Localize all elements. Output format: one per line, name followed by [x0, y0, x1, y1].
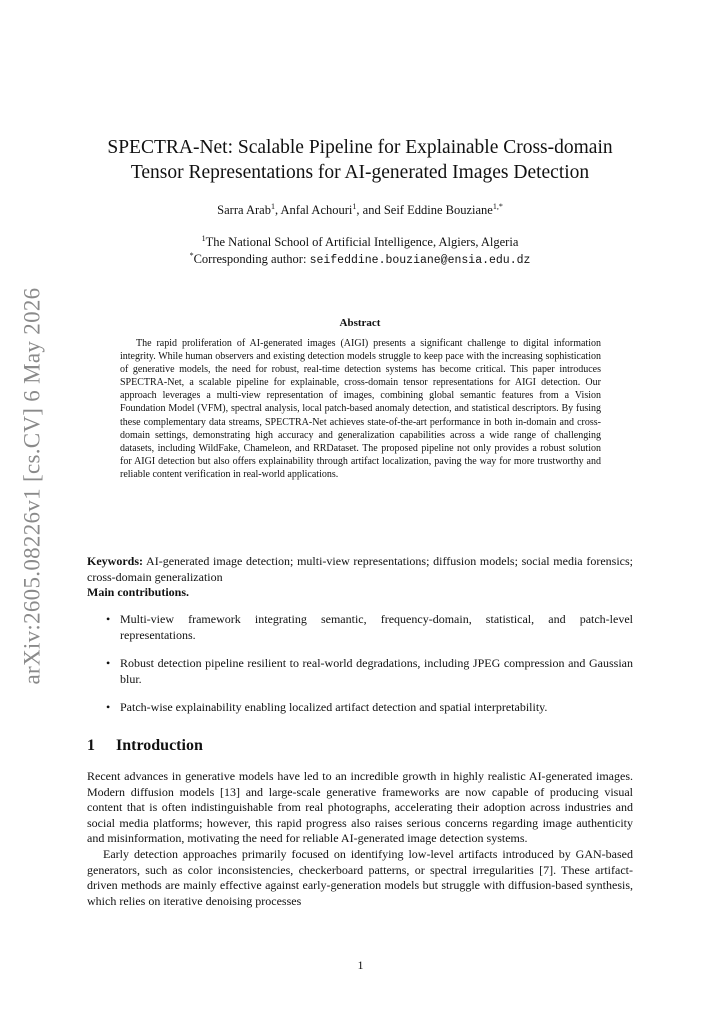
bullet-icon: •	[106, 700, 111, 714]
contribution-text: Patch-wise explainability enabling localized artifact detection and spatial interpretability.	[120, 700, 548, 714]
author-name: Anfal Achouri	[280, 203, 353, 217]
corresponding-marker: *	[189, 251, 194, 260]
section-number: 1	[87, 737, 95, 754]
page-number: 1	[357, 958, 364, 972]
section-title: Introduction	[116, 737, 203, 754]
affiliation-text: The National School of Artificial Intelligence, Algiers, Algeria	[205, 235, 519, 249]
contribution-text: Robust detection pipeline resilient to real-world degradations, including JPEG compression and Gaussian blur.	[120, 656, 633, 686]
contribution-item	[87, 656, 633, 687]
introduction-body	[87, 769, 633, 909]
paper-title	[60, 135, 660, 185]
author-separator: ,	[274, 203, 281, 217]
author-separator: , and	[356, 203, 384, 217]
abstract-text: The rapid proliferation of AI-generated images (AIGI) presents a significant challenge to digital information integrity. While human observers and existing detection models struggle to keep pace with the increasing sophistication of generative models, the need for robust, real-time detection systems has become critical. This paper introduces SPECTRA-Net, a scalable pipeline for explainable, cross-domain tensor representations for AIGI detection. Our approach leverages a multi-view representation of images, combining global semantic features from a Vision Foundation Model (VFM), spectral analysis, local patch-based anomaly detection, and statistical descriptors. By fusing these complementary data streams, SPECTRA-Net achieves state-of-the-art performance in both in-domain and cross-domain settings, demonstrating high accuracy and generalization capabilities across a wide range of challenging datasets, including WildFake, Chameleon, and RRDataset. The proposed pipeline not only provides a robust solution for AIGI detection but also offers explainability through artifact localization, paving the way for more trustworthy and reliable content verification in real-world applications.	[120, 338, 601, 480]
body-paragraph: Recent advances in generative models have led to an incredible growth in highly realistic AI-generated images. Modern diffusion models [13] and large-scale generative frameworks are now capable of producing visual content that is often indistinguishable from real photographs, accelerating their adoption across industries and social media platforms; however, this rapid progress also raises serious concerns regarding image authenticity and misinformation, motivating the need for reliable AI-generated image detection systems.	[87, 769, 633, 846]
contribution-item	[87, 612, 633, 643]
author-affiliation-marker: 1	[352, 202, 357, 211]
bullet-icon: •	[106, 656, 111, 670]
contributions-heading: Main contributions.	[87, 585, 190, 599]
paper-title-line-2: Tensor Representations for AI-generated Images Detection	[130, 162, 590, 183]
section-heading-introduction	[87, 737, 203, 755]
body-paragraph: Early detection approaches primarily focused on identifying low-level artifacts introduced by GAN-based generators, such as color inconsistencies, checkerboard patterns, or spectral irregularities [7]. These artifact-driven methods are mainly effective against early-generation models but struggle with diffusion-based synthesis, which relies on iterative denoising processes	[87, 846, 633, 908]
abstract-heading: Abstract	[339, 317, 381, 329]
author-affiliation-marker: 1,*	[492, 202, 503, 211]
corresponding-email: seifeddine.bouziane@ensia.edu.dz	[309, 254, 531, 267]
author-name: Seif Eddine Bouziane	[383, 203, 493, 217]
affiliation-marker: 1	[201, 234, 206, 243]
author-affiliation-marker: 1	[270, 202, 275, 211]
corresponding-author-line	[60, 251, 660, 269]
paper-title-line-1: SPECTRA-Net: Scalable Pipeline for Explainable Cross-domain	[107, 137, 613, 158]
arxiv-identifier-stamp	[5, 287, 59, 684]
bullet-icon: •	[106, 612, 111, 626]
contribution-text: Multi-view framework integrating semantic, frequency-domain, statistical, and patch-level representations.	[120, 612, 633, 642]
keywords-text: AI-generated image detection; multi-view representations; diffusion models; social media forensics; cross-domain generalization	[87, 554, 633, 584]
arxiv-identifier-text: arXiv:2605.08226v1 [cs.CV] 6 May 2026	[19, 287, 45, 684]
keywords-label: Keywords:	[87, 554, 143, 568]
contribution-item	[87, 700, 633, 716]
corresponding-label: Corresponding author:	[193, 252, 310, 266]
author-name: Sarra Arab	[217, 203, 271, 217]
affiliation-block	[60, 234, 660, 269]
contributions-list	[87, 612, 633, 729]
keywords-paragraph	[87, 554, 633, 585]
affiliation-line	[60, 234, 660, 251]
author-list	[60, 202, 660, 218]
